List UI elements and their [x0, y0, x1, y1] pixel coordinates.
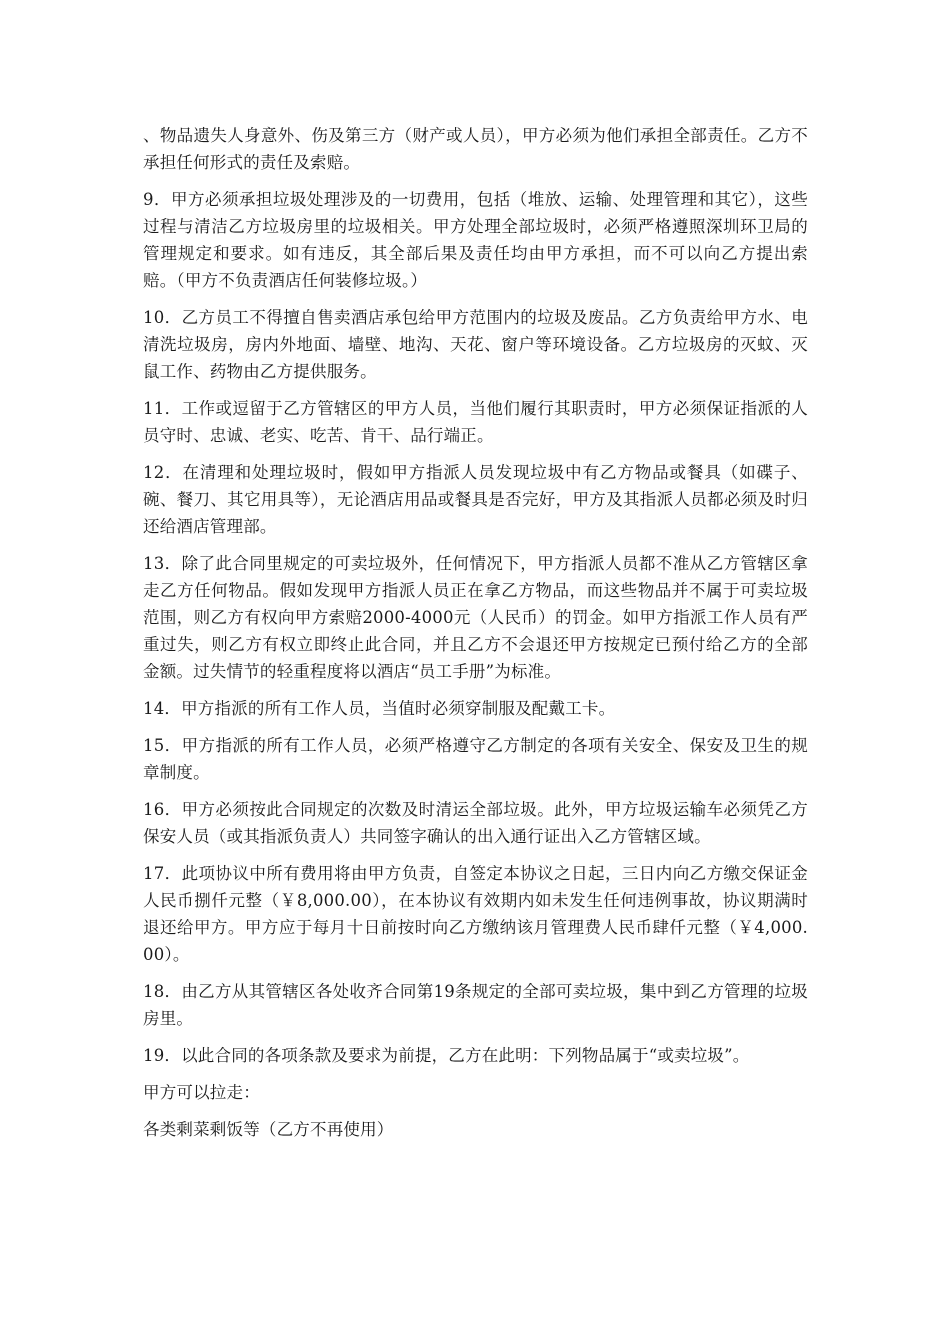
- clause-11: 11．工作或逗留于乙方管辖区的甲方人员，当他们履行其职责时，甲方必须保证指派的人员守时、忠诚、老实、吃苦、肯干、品行端正。: [143, 399, 808, 445]
- clause-10: 10．乙方员工不得擅自售卖酒店承包给甲方范围内的垃圾及废品。乙方负责给甲方水、电清洗垃圾房，房内外地面、墙壁、地沟、天花、窗户等环境设备。乙方垃圾房的灭蚊、灭鼠工作、药物由乙方提供服务。: [143, 308, 808, 381]
- list-item: 各类剩菜剩饭等（乙方不再使用）: [143, 1120, 394, 1139]
- clause-12: 12．在清理和处理垃圾时，假如甲方指派人员发现垃圾中有乙方物品或餐具（如碟子、碗、餐刀、其它用具等），无论酒店用品或餐具是否完好，甲方及其指派人员都必须及时归还给酒店管理部。: [143, 463, 808, 536]
- clause-18: 18．由乙方从其管辖区各处收齐合同第19条规定的全部可卖垃圾，集中到乙方管理的垃圾房里。: [143, 982, 808, 1028]
- clause-14: 14．甲方指派的所有工作人员，当值时必须穿制服及配戴工卡。: [143, 699, 616, 718]
- clause-9: 9．甲方必须承担垃圾处理涉及的一切费用，包括（堆放、运输、处理管理和其它），这些过程与清洁乙方垃圾房里的垃圾相关。甲方处理全部垃圾时，必须严格遵照深圳环卫局的管理规定和要求。如有违反，其全部后果及责任均由甲方承担，而不可以向乙方提出索赔。（甲方不负责酒店任何装修垃圾。）: [143, 190, 808, 290]
- clause-19: 19．以此合同的各项条款及要求为前提，乙方在此明：下列物品属于“或卖垃圾”。: [143, 1046, 750, 1065]
- clause-17: 17．此项协议中所有费用将由甲方负责，自签定本协议之日起，三日内向乙方缴交保证金人民币捌仟元整（￥8,000.00），在本协议有效期内如未发生任何违例事故，协议期满时退还给甲方。甲方应于每月十日前按时向乙方缴纳该月管理费人民币肆仟元整（￥4,000.00）。: [143, 864, 808, 964]
- document-body: [143, 122, 808, 1153]
- list-intro: 甲方可以拉走：: [143, 1083, 260, 1102]
- clause-16: 16．甲方必须按此合同规定的次数及时清运全部垃圾。此外，甲方垃圾运输车必须凭乙方保安人员（或其指派负责人）共同签字确认的出入通行证出入乙方管辖区域。: [143, 800, 808, 846]
- paragraph-liability-tail: 、物品遗失人身意外、伤及第三方（财产或人员），甲方必须为他们承担全部责任。乙方不承担任何形式的责任及索赔。: [143, 126, 808, 172]
- clause-15: 15．甲方指派的所有工作人员，必须严格遵守乙方制定的各项有关安全、保安及卫生的规章制度。: [143, 736, 808, 782]
- clause-13: 13．除了此合同里规定的可卖垃圾外，任何情况下，甲方指派人员都不准从乙方管辖区拿走乙方任何物品。假如发现甲方指派人员正在拿乙方物品，而这些物品并不属于可卖垃圾范围，则乙方有权向甲方索赔2000-4000元（人民币）的罚金。如甲方指派工作人员有严重过失，则乙方有权立即终止此合同，并且乙方不会退还甲方按规定已预付给乙方的全部金额。过失情节的轻重程度将以酒店“员工手册”为标准。: [143, 554, 808, 681]
